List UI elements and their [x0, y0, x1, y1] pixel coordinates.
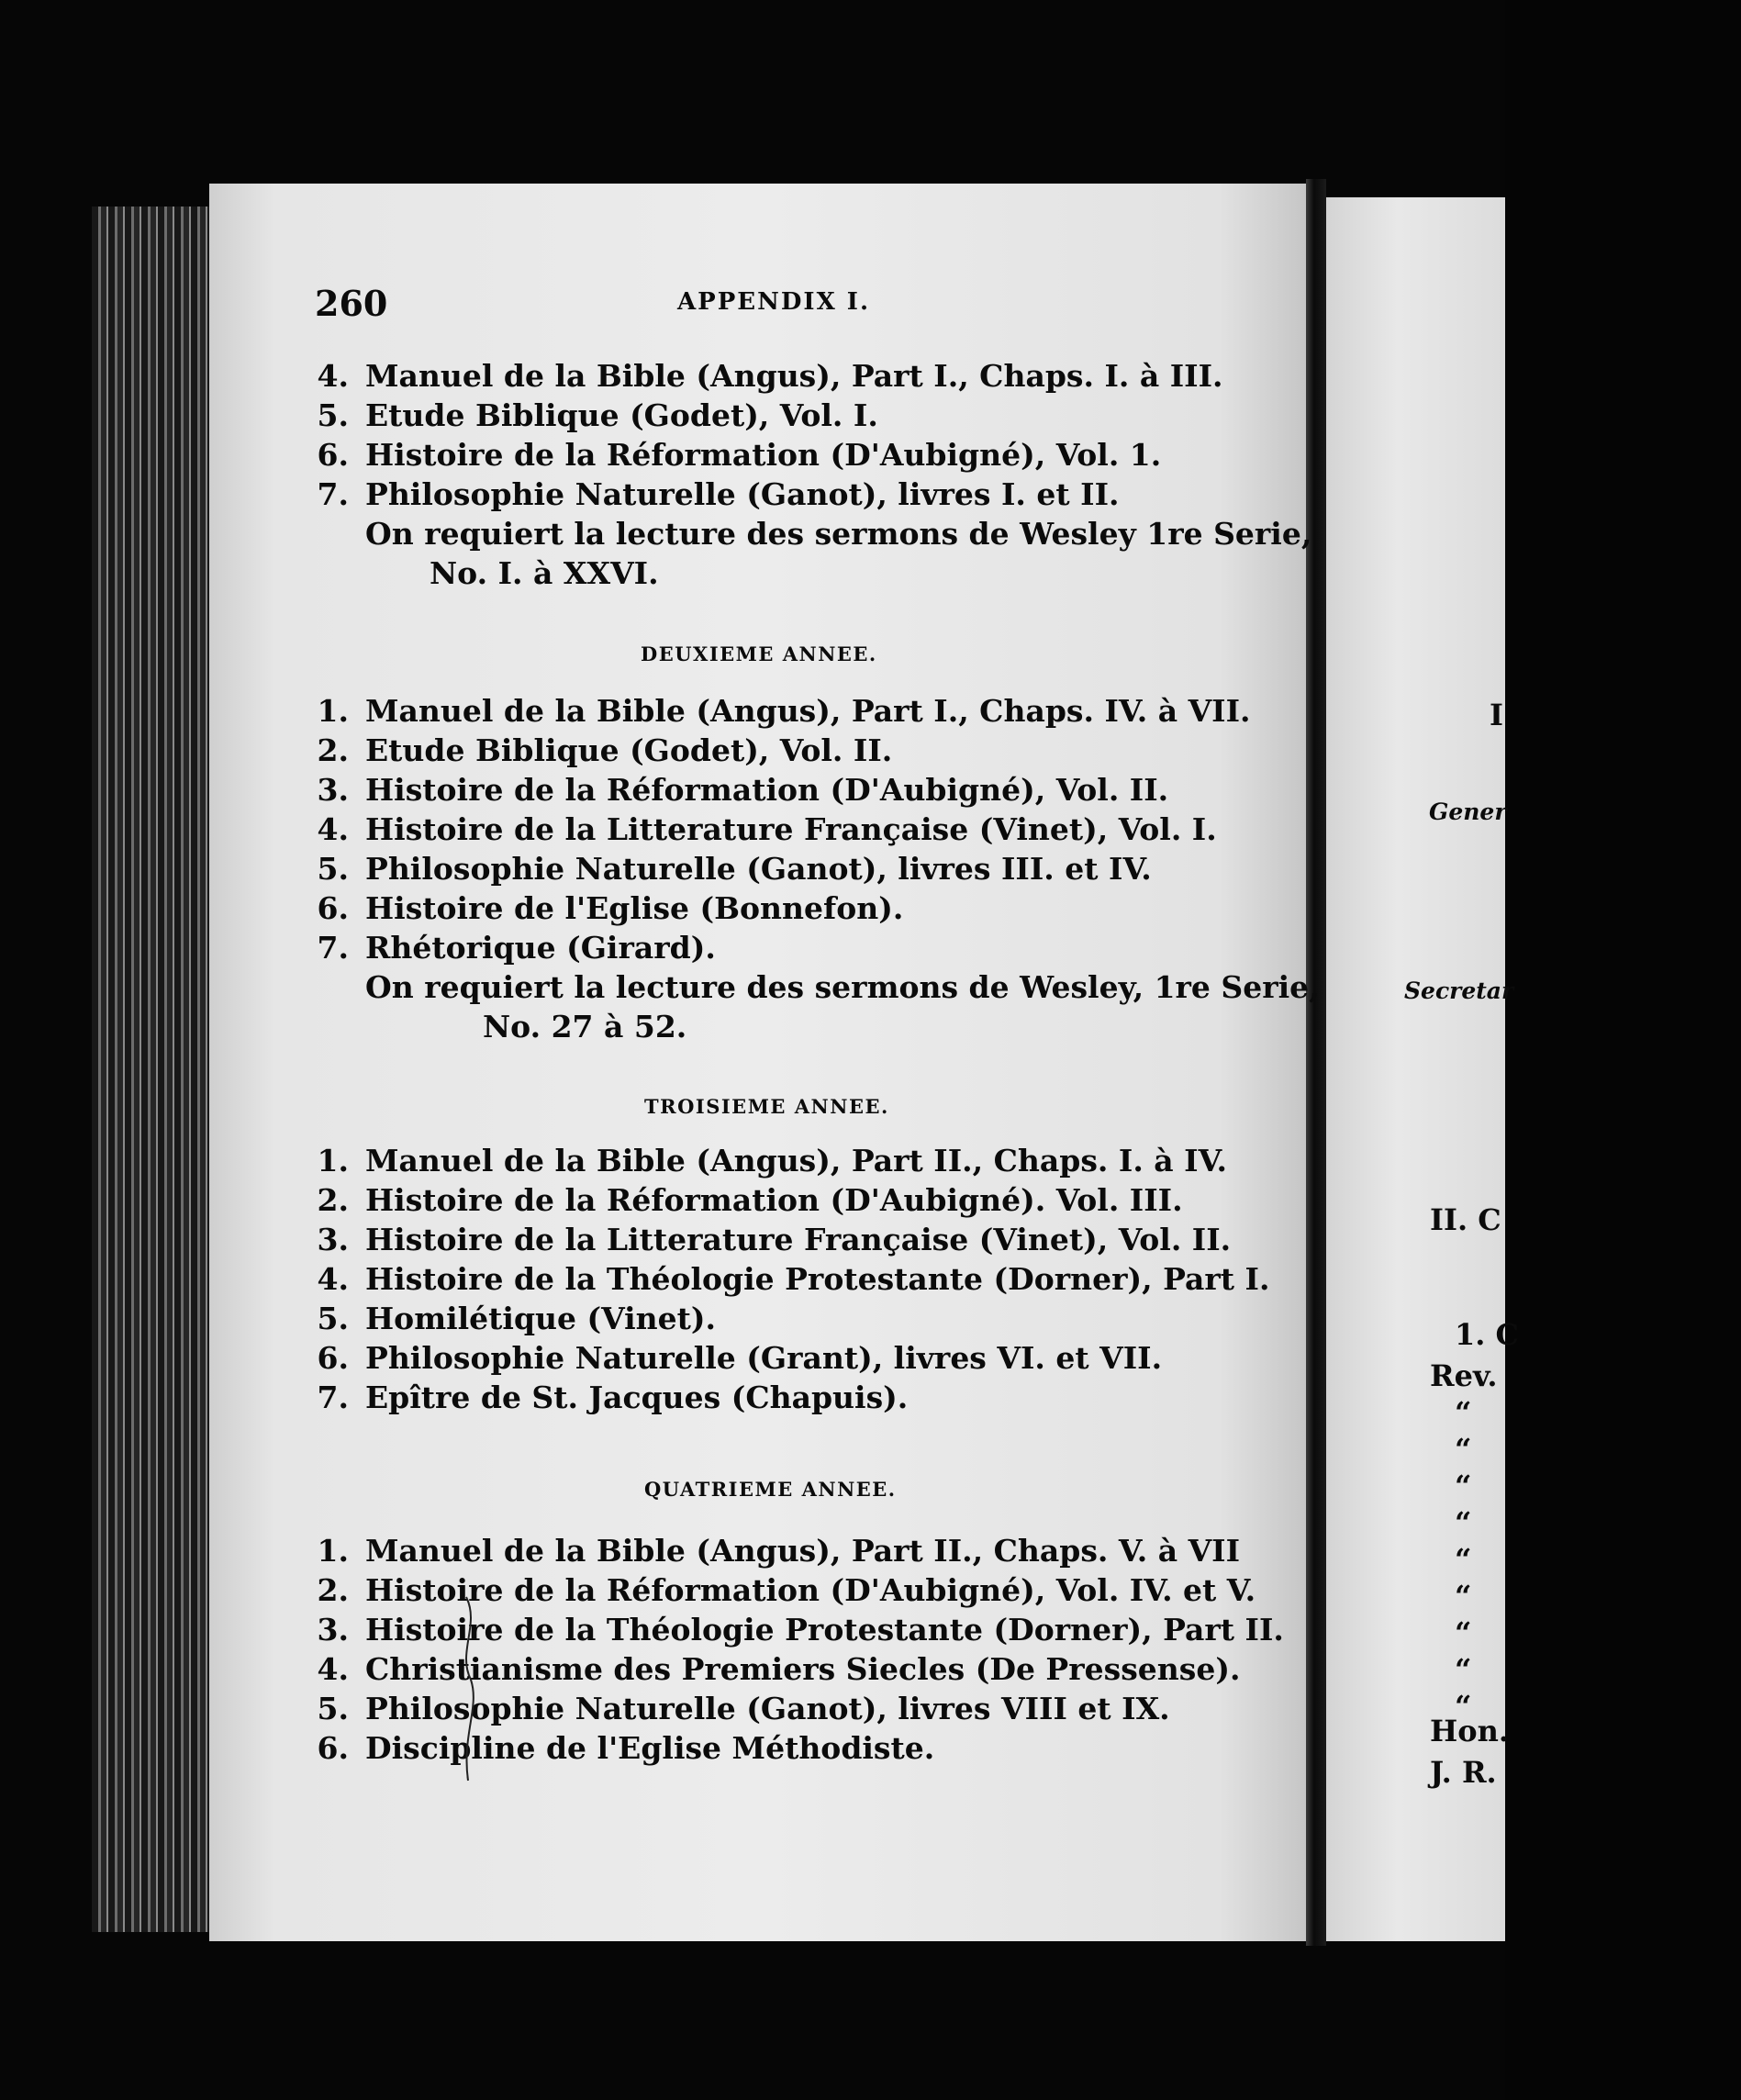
section-heading-quatrieme: QUATRIEME ANNEE. — [644, 1478, 897, 1501]
facing-fragment: “ — [1455, 1469, 1472, 1503]
facing-fragment: Hon. — [1430, 1714, 1509, 1748]
facing-fragment: “ — [1455, 1395, 1472, 1430]
reading-note: On requiert la lecture des sermons de Wesley 1re Serie, — [365, 516, 1312, 552]
facing-fragment: “ — [1455, 1432, 1472, 1467]
book-gutter — [1306, 179, 1326, 1946]
facing-fragment: “ — [1455, 1615, 1472, 1650]
running-title: APPENDIX I. — [677, 288, 871, 316]
facing-fragment: Rev. — [1430, 1358, 1498, 1393]
facing-fragment: 1. C — [1455, 1317, 1520, 1352]
pencil-mark — [457, 1597, 485, 1781]
left-page: 260 APPENDIX I. 4. Manuel de la Bible (Angus), Part I., Chaps. I. à III. 5. Etude Biblique (Godet), Vol. I. 6. Histoire de la Réformation (D'Aubigné), Vol. 1. 7. Philosophie Naturelle (Ganot), livres I. et II. On requiert la lecture des sermons de Wesley 1re Serie, No. I. à XXVI. DEUXIEME ANNEE. 1. Manuel de la Bible (Angus), Part I., Chaps. IV. à VII. 2. Etude Biblique (Godet), Vol. II. 3. Histoire de la Réformation (D'Aubigné), Vol. II. 4. Histoire de la Litterature Française (Vinet), Vol. I. 5. Philosophie Naturelle (Ganot), livres III. et IV. 6. Histoire de l'Eglise (Bonnefon). 7. Rhétorique (Girard). On requiert la lecture des sermons de Wesley, 1re Serie, No. 27 à 52. TROISIEME ANNEE. 1. Manuel de la Bible (Angus), Part II., Chaps. I. à IV. 2. Histoire de la Réformation (D'Aubigné). Vol. III. 3. Histoire de la Litterature Française (Vinet), Vol. II. 4. Histoire de la Théologie Protestante (Dorner), Part I. 5. Homilétique (Vinet). 6. Philosophie Naturelle (Grant), livres VI. et VII. 7. Epître de St. Jacques (Chapuis). QUATRIEME ANNEE. 1. Manuel de la Bible (Angus), Part II., Chaps. V. à VII 2. Histoire de la Réformation (D'Aubigné), Vol. IV. et V. 3. Histoire de la Théologie Protestante (Dorner), Part II. 4. Christianisme des Premiers Siecles (De Pressense). 5. Philosophie Naturelle (Ganot), livres VIII et IX. 6. Discipline de l'Eglise Méthodiste. — [209, 184, 1306, 1941]
page-header — [209, 283, 1306, 329]
facing-fragment: Gener — [1429, 799, 1507, 825]
facing-fragment: J. R. — [1430, 1755, 1497, 1790]
facing-fragment: “ — [1455, 1579, 1472, 1614]
book-page-edges — [92, 207, 209, 1932]
facing-fragment: “ — [1455, 1689, 1472, 1724]
facing-fragment: II. C — [1430, 1202, 1501, 1237]
section-heading-deuxieme: DEUXIEME ANNEE. — [641, 642, 877, 665]
facing-fragment: Secretar — [1404, 977, 1514, 1004]
reading-note-continuation: No. I. à XXVI. — [430, 555, 659, 591]
facing-fragment: “ — [1455, 1652, 1472, 1687]
facing-page-fragment — [1326, 197, 1520, 1941]
page-number: 260 — [315, 283, 388, 324]
section-heading-troisieme: TROISIEME ANNEE. — [644, 1095, 889, 1118]
facing-fragment: “ — [1455, 1505, 1472, 1540]
facing-fragment: I — [1490, 698, 1503, 732]
reading-note: On requiert la lecture des sermons de Wesley, 1re Serie, — [365, 969, 1320, 1005]
facing-fragment: “ — [1455, 1542, 1472, 1577]
reading-note-continuation: No. 27 à 52. — [483, 1009, 687, 1044]
